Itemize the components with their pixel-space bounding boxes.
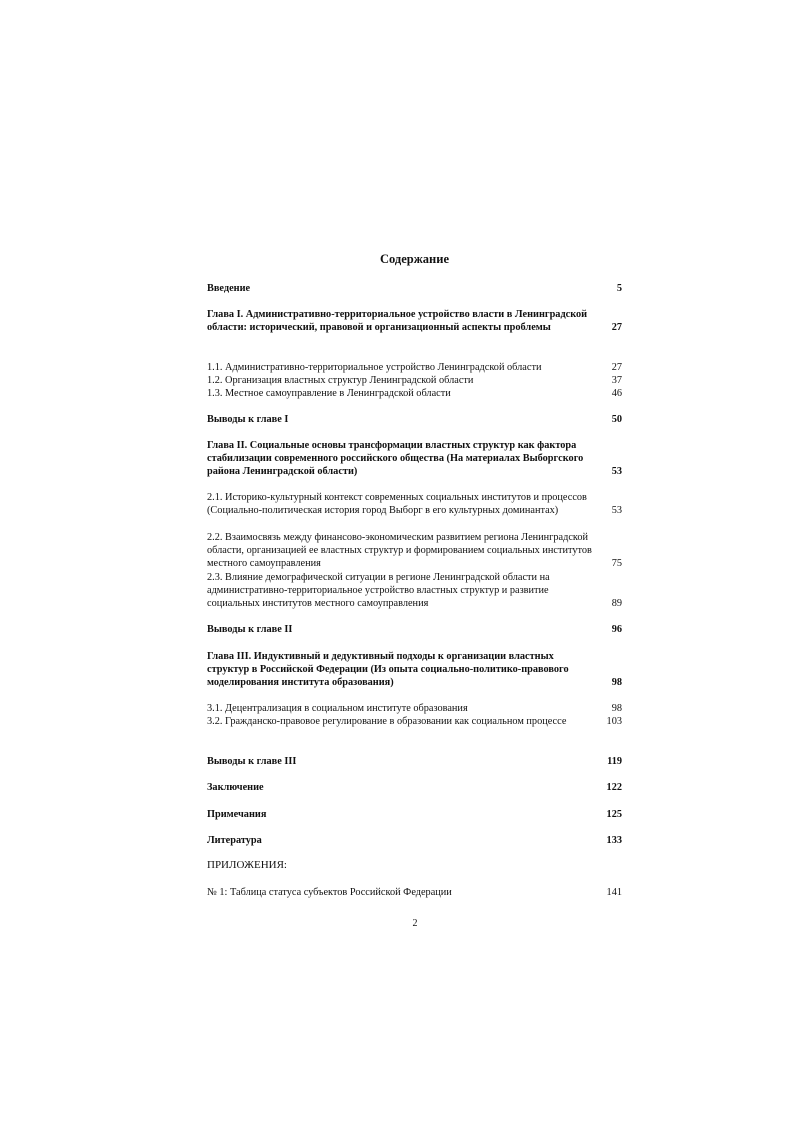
toc-entry-text: Выводы к главе II — [207, 624, 293, 635]
toc-entry-section-1-1[interactable] — [207, 361, 622, 374]
toc-page-number: 133 — [606, 835, 622, 846]
toc-page-number: 125 — [606, 809, 622, 820]
appendix-heading: ПРИЛОЖЕНИЯ: — [207, 859, 287, 871]
toc-entry-text: 2.2. Взаимосвязь между финансово-экономическим развитием региона Ленинградской области, организацией ее властных структур и формированием социальных институтов местного самоуправления — [207, 532, 592, 570]
toc-entry-text: 1.2. Организация властных структур Ленинградской области — [207, 375, 474, 386]
toc-page-number: 119 — [607, 756, 622, 767]
toc-entry-text: Выводы к главе I — [207, 414, 289, 425]
toc-entry-text: № 1: Таблица статуса субъектов Российской Федерации — [207, 887, 452, 898]
toc-entry-text: Примечания — [207, 809, 267, 820]
toc-page-number: 27 — [611, 322, 622, 334]
toc-entry-conclusion[interactable] — [207, 781, 622, 794]
toc-page-number: 98 — [611, 677, 622, 689]
toc-entry-text: Заключение — [207, 782, 264, 793]
toc-entry-chapter-3[interactable] — [207, 650, 622, 690]
toc-entry-section-2-3[interactable] — [207, 571, 622, 611]
toc-page-number: 89 — [611, 598, 622, 610]
toc-page-number: 46 — [611, 388, 622, 399]
toc-entry-section-3-1[interactable] — [207, 702, 622, 715]
toc-entry-section-2-1[interactable] — [207, 491, 622, 517]
page-number: 2 — [412, 918, 418, 929]
toc-entry-notes[interactable] — [207, 808, 622, 821]
toc-entry-section-3-2[interactable] — [207, 715, 622, 728]
toc-page-number: 27 — [611, 362, 622, 373]
toc-entry-conclusions-2[interactable] — [207, 623, 622, 636]
toc-entry-text: Глава I. Административно-территориальное устройство власти в Ленинградской области: исторический, правовой и организационный аспекты проблемы — [207, 309, 588, 334]
page-title: Содержание — [379, 252, 449, 266]
toc-entry-text: Выводы к главе III — [207, 756, 297, 767]
toc-entry-section-1-3[interactable] — [207, 387, 622, 400]
toc-entry-text: 3.1. Децентрализация в социальном институте образования — [207, 703, 468, 714]
toc-page-number: 5 — [616, 283, 622, 294]
toc-entry-appendix-1[interactable] — [207, 886, 622, 899]
toc-entry-text: 3.2. Гражданско-правовое регулирование в образовании как социальном процессе — [207, 716, 567, 727]
toc-entry-conclusions-1[interactable] — [207, 413, 622, 426]
toc-page-number: 103 — [606, 716, 622, 727]
toc-page-number: 122 — [606, 782, 622, 793]
toc-entry-text: Глава III. Индуктивный и дедуктивный подходы к организации властных структур в Российской Федерации (Из опыта социально-политико-правового моделирования института образования) — [207, 651, 569, 689]
toc-entry-intro[interactable] — [207, 282, 622, 295]
toc-entry-text: 1.3. Местное самоуправление в Ленинградской области — [207, 388, 451, 399]
toc-entry-chapter-2[interactable] — [207, 439, 622, 479]
toc-entry-chapter-1[interactable] — [207, 308, 622, 334]
toc-entry-text: Литература — [207, 835, 262, 846]
toc-entry-text: 2.3. Влияние демографической ситуации в регионе Ленинградской области на административно-территориальное устройство властных структур и развитие социальных институтов местного самоуправления — [207, 572, 550, 610]
toc-entry-text: 2.1. Историко-культурный контекст современных социальных институтов и процессов (Социально-политическая история город Выборг в его культурных доминантах) — [207, 492, 587, 517]
toc-page-number: 53 — [611, 466, 622, 478]
toc-page-number: 50 — [611, 414, 622, 425]
toc-entry-section-2-2[interactable] — [207, 531, 622, 571]
toc-page-number: 98 — [611, 703, 622, 714]
toc-entry-text: Глава II. Социальные основы трансформации властных структур как фактора стабилизации современного российского общества (На материалах Выборгского района Ленинградской области) — [207, 440, 584, 478]
toc-page-number: 37 — [611, 375, 622, 386]
toc-page-number: 96 — [611, 624, 622, 635]
toc-entry-section-1-2[interactable] — [207, 374, 622, 387]
toc-entry-text: 1.1. Административно-территориальное устройство Ленинградской области — [207, 362, 542, 373]
toc-page-number: 141 — [606, 887, 622, 898]
toc-page-number: 75 — [611, 558, 622, 570]
toc-entry-literature[interactable] — [207, 834, 622, 847]
toc-page-number: 53 — [611, 505, 622, 517]
toc-entry-conclusions-3[interactable] — [207, 755, 622, 768]
toc-entry-text: Введение — [207, 283, 251, 294]
